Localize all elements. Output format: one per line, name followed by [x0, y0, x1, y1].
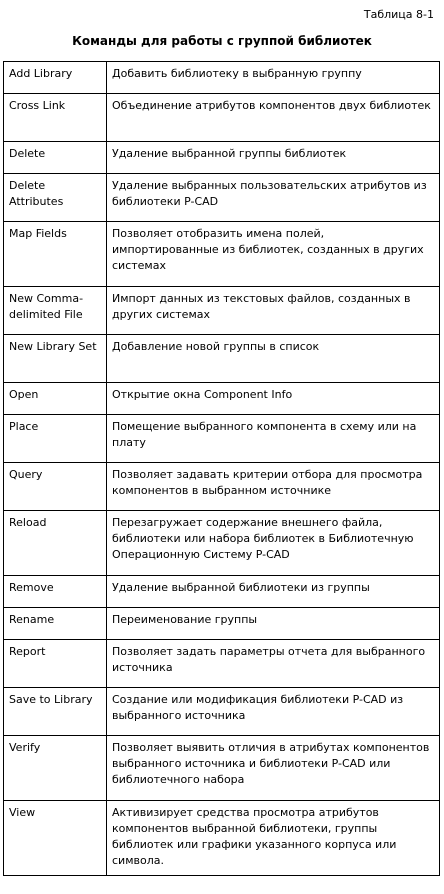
description-cell: Добавить библиотеку в выбранную группу	[107, 62, 440, 94]
command-cell: Report	[4, 640, 107, 688]
commands-table	[3, 61, 440, 876]
description-cell: Перезагружает содержание внешнего файла, библиотеки или набора библиотек в Библиотечную Операционную Систему P-CAD	[107, 511, 440, 576]
command-cell: New Comma-delimited File	[4, 287, 107, 335]
description-cell: Позволяет выявить отличия в атрибутах компонентов выбранного источника и библиотеки P-CAD или библиотечного набора	[107, 736, 440, 801]
description-cell: Добавление новой группы в список	[107, 335, 440, 383]
command-cell: View	[4, 801, 107, 876]
description-cell: Позволяет задавать критерии отбора для просмотра компонентов в выбранном источнике	[107, 463, 440, 511]
table-row	[4, 335, 440, 383]
description-cell: Позволяет задать параметры отчета для выбранного источника	[107, 640, 440, 688]
description-cell: Удаление выбранной группы библиотек	[107, 142, 440, 174]
command-cell: Place	[4, 415, 107, 463]
table-row	[4, 222, 440, 287]
table-row	[4, 142, 440, 174]
table-row	[4, 174, 440, 222]
table-row	[4, 736, 440, 801]
table-row	[4, 576, 440, 608]
table-row	[4, 640, 440, 688]
command-cell: Rename	[4, 608, 107, 640]
table-title: Команды для работы с группой библиотек	[72, 34, 372, 48]
description-cell: Переименование группы	[107, 608, 440, 640]
table-row	[4, 415, 440, 463]
description-cell: Позволяет отобразить имена полей, импортированные из библиотек, созданных в других системах	[107, 222, 440, 287]
table-row	[4, 463, 440, 511]
table-row	[4, 801, 440, 876]
table-row	[4, 62, 440, 94]
command-cell: Remove	[4, 576, 107, 608]
command-cell: Query	[4, 463, 107, 511]
table-row	[4, 383, 440, 415]
table-row	[4, 94, 440, 142]
description-cell: Импорт данных из текстовых файлов, созданных в других системах	[107, 287, 440, 335]
description-cell: Создание или модификация библиотеки P-CAD из выбранного источника	[107, 688, 440, 736]
table-row	[4, 608, 440, 640]
description-cell: Помещение выбранного компонента в схему или на плату	[107, 415, 440, 463]
table-row	[4, 688, 440, 736]
command-cell: Map Fields	[4, 222, 107, 287]
command-cell: Delete Attributes	[4, 174, 107, 222]
table-row	[4, 511, 440, 576]
table-caption: Таблица 8-1	[363, 8, 434, 21]
description-cell: Удаление выбранной библиотеки из группы	[107, 576, 440, 608]
command-cell: Add Library	[4, 62, 107, 94]
table-row	[4, 287, 440, 335]
command-cell: Delete	[4, 142, 107, 174]
command-cell: Cross Link	[4, 94, 107, 142]
command-cell: Save to Library	[4, 688, 107, 736]
description-cell: Активизирует средства просмотра атрибутов компонентов выбранной библиотеки, группы библиотек или графики указанного корпуса или символа.	[107, 801, 440, 876]
description-cell: Объединение атрибутов компонентов двух библиотек	[107, 94, 440, 142]
command-cell: Verify	[4, 736, 107, 801]
command-cell: Open	[4, 383, 107, 415]
command-cell: Reload	[4, 511, 107, 576]
command-cell: New Library Set	[4, 335, 107, 383]
description-cell: Удаление выбранных пользовательских атрибутов из библиотеки P-CAD	[107, 174, 440, 222]
description-cell: Открытие окна Component Info	[107, 383, 440, 415]
